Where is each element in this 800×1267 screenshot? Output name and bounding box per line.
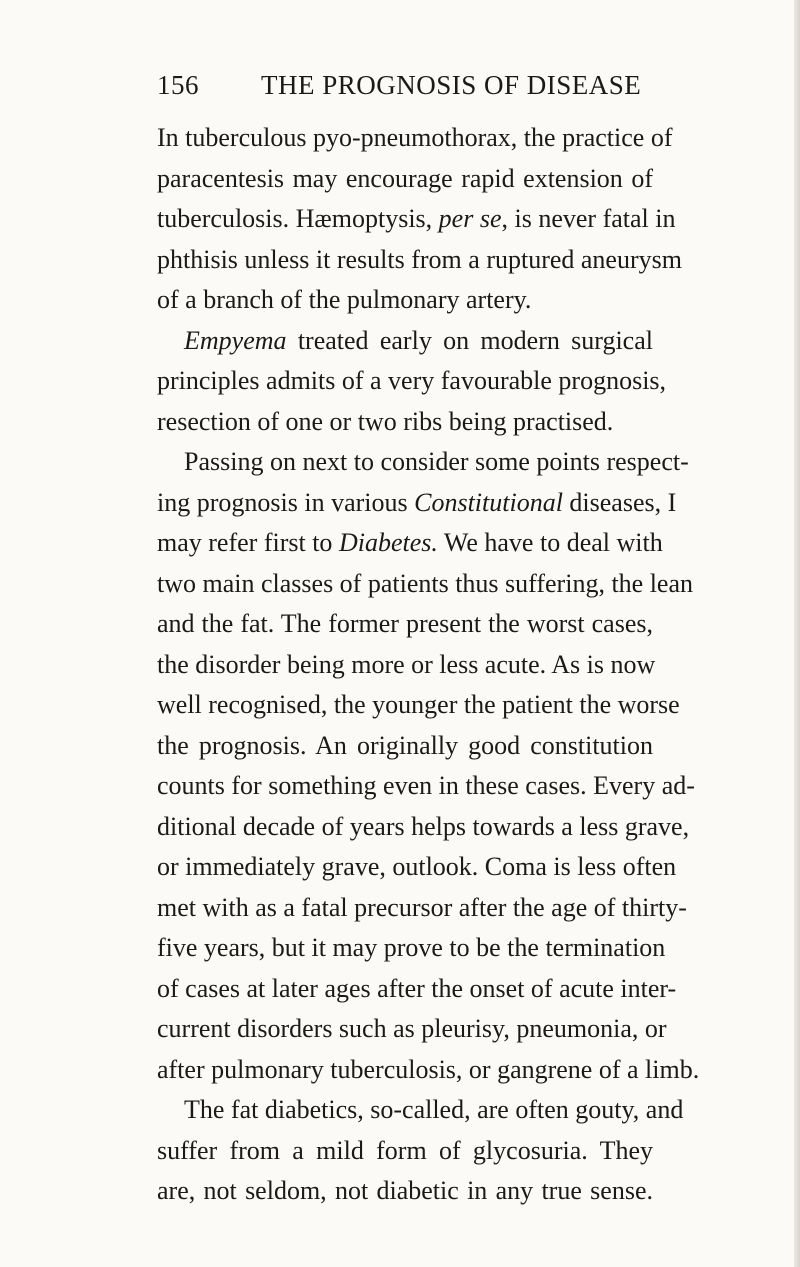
text-line: Passing on next to consider some points respect- (184, 447, 689, 476)
text-line: suffer from a mild form of glycosuria. They (157, 1135, 653, 1165)
text-line: the prognosis. An originally good constitution (157, 730, 653, 760)
body-text (157, 118, 700, 1212)
text-line: may refer first to Diabetes. We have to deal with (157, 528, 663, 557)
text-line: the disorder being more or less acute. As is now (157, 649, 656, 679)
text-line: five years, but it may prove to be the termination (157, 933, 666, 962)
text-line: Empyema treated early on modern surgical (184, 325, 653, 355)
text-line: resection of one or two ribs being practised. (157, 406, 614, 436)
text-line: are, not seldom, not diabetic in any true sense. (157, 1176, 653, 1205)
text-line: paracentesis may encourage rapid extension of (157, 163, 653, 193)
text-line: of a branch of the pulmonary artery. (157, 285, 532, 314)
page-number: 156 (157, 70, 199, 100)
text-line: counts for something even in these cases. Every ad- (157, 771, 695, 800)
text-line: tuberculosis. Hæmoptysis, per se, is never fatal in (157, 204, 676, 233)
text-line: well recognised, the younger the patient the worse (157, 690, 680, 719)
text-line: or immediately grave, outlook. Coma is less often (157, 852, 677, 881)
text-line: phthisis unless it results from a ruptured aneurysm (157, 244, 682, 274)
text-line: principles admits of a very favourable prognosis, (157, 366, 667, 395)
text-line: and the fat. The former present the worst cases, (157, 609, 653, 638)
text-line: current disorders such as pleurisy, pneumonia, or (157, 1014, 667, 1043)
page-header (157, 70, 657, 110)
text-line: ing prognosis in various Constitutional diseases, I (157, 487, 677, 517)
running-head: THE PROGNOSIS OF DISEASE (261, 70, 642, 100)
text-line: of cases at later ages after the onset of acute inter- (157, 973, 677, 1003)
page-edge (794, 0, 800, 1267)
text-line: after pulmonary tuberculosis, or gangrene of a limb. (157, 1054, 700, 1084)
text-line: In tuberculous pyo-pneumothorax, the practice of (157, 123, 673, 152)
text-line: ditional decade of years helps towards a less grave, (157, 811, 690, 841)
text-line: met with as a fatal precursor after the age of thirty- (157, 892, 687, 922)
text-line: The fat diabetics, so-called, are often gouty, and (184, 1095, 684, 1124)
text-line: two main classes of patients thus suffering, the lean (157, 568, 694, 598)
